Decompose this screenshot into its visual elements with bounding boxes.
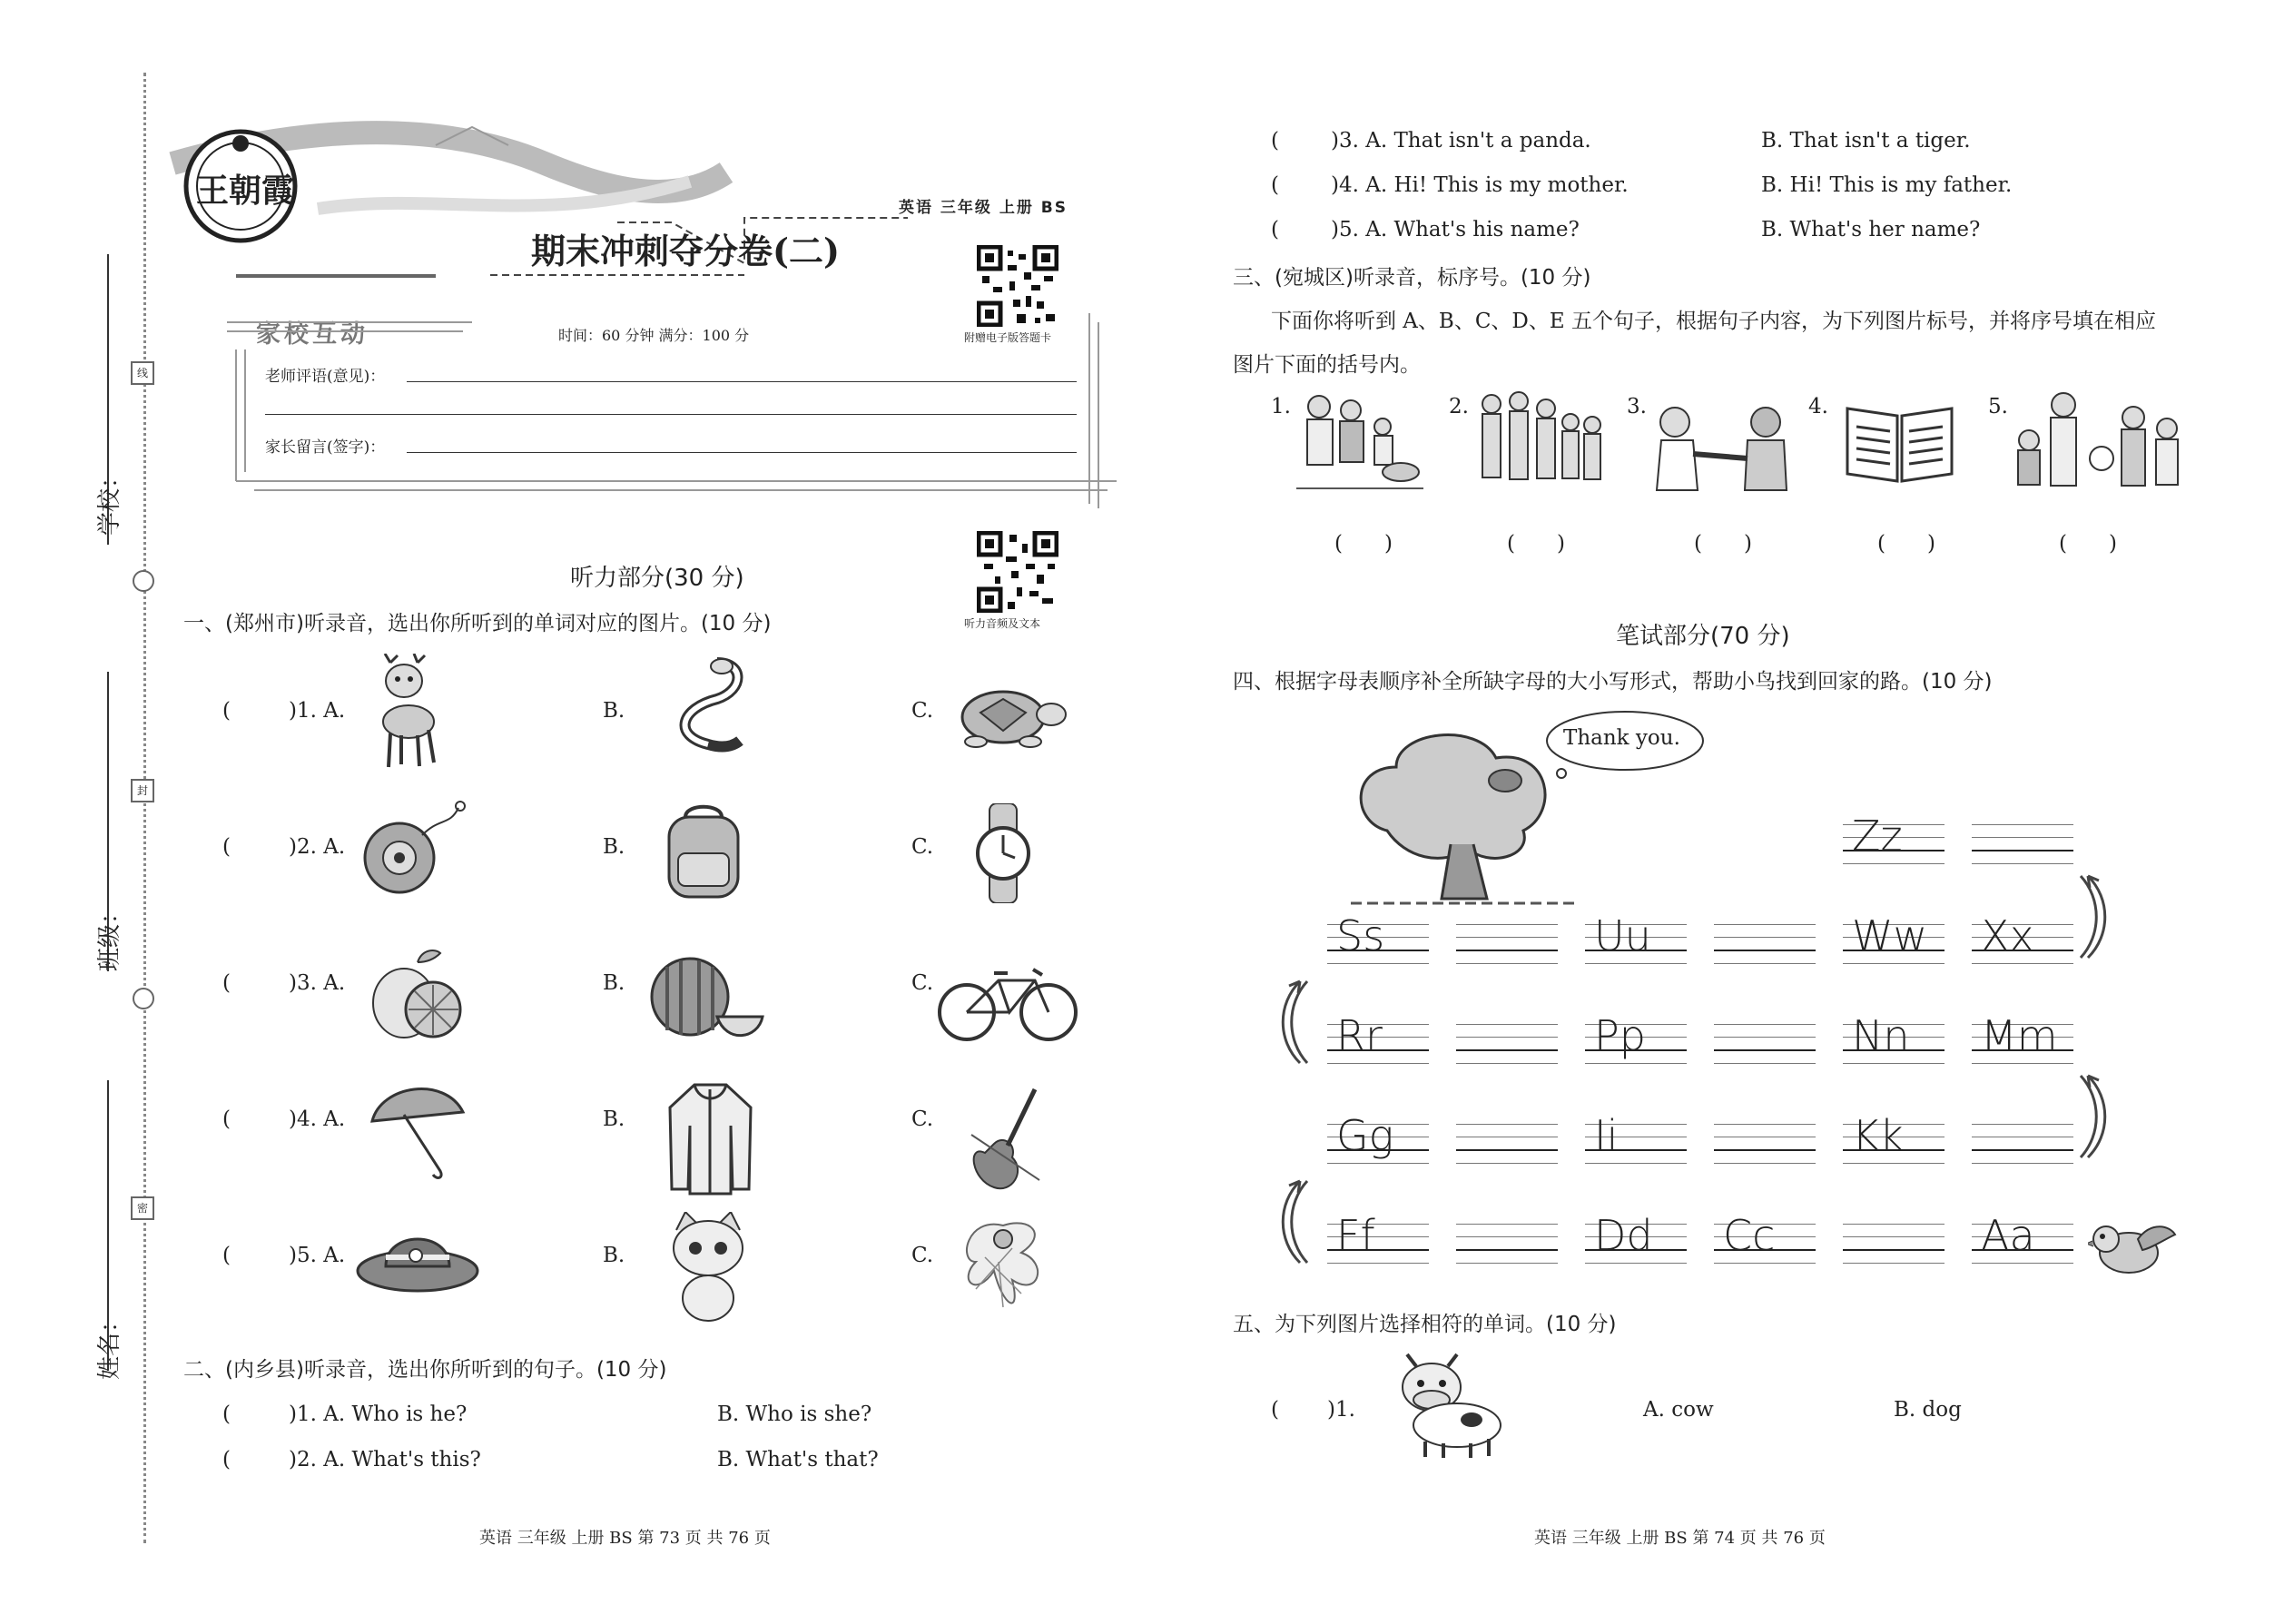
group-of-people-icon [1478, 390, 1605, 495]
school-label: 学校： [96, 464, 123, 536]
letter-pair: Dd [1594, 1211, 1653, 1260]
home-school-bar [236, 274, 436, 278]
section-3-title: 三、(宛城区)听录音，标序号。(10 分) [1233, 266, 1591, 290]
little-bird-icon [2088, 1212, 2179, 1284]
seal-char-line: 线 [131, 361, 154, 385]
q1-2-num: )2. A. [289, 835, 346, 859]
q1-2-c: C. [911, 835, 934, 859]
letter-pair: Pp [1594, 1011, 1646, 1060]
qr1-caption: 附赠电子版答题卡 [964, 331, 1052, 344]
letter-writing-lines[interactable] [1456, 1024, 1558, 1062]
section-3-desc-1: 下面你将听到 A、B、C、D、E 五个句子，根据句子内容，为下列图片标号，并将序号填在相应 [1271, 310, 2156, 333]
q1-4-num: )4. A. [289, 1107, 346, 1131]
letter-writing-lines[interactable] [1714, 924, 1816, 962]
cow-icon [1384, 1353, 1521, 1462]
handshake-icon [1652, 399, 1788, 495]
s2-q5-a: )5. A. What's his name? [1331, 218, 1580, 241]
violin-icon [967, 1080, 1044, 1198]
section-2-title: 二、(内乡县)听录音，选出你所听到的句子。(10 分) [183, 1358, 667, 1382]
q1-4-b: B. [603, 1107, 625, 1131]
letter-pair: Rr [1336, 1011, 1383, 1060]
bird-icon [949, 1207, 1058, 1325]
answer-paren-5[interactable]: ( [222, 1244, 231, 1267]
letter-pair: Mm [1981, 1011, 2058, 1060]
open-book-icon [1843, 399, 1956, 486]
s2-paren-5[interactable]: ( [1271, 218, 1279, 241]
s3-num-4: 4. [1808, 395, 1828, 418]
seal-char-seal: 封 [131, 779, 154, 802]
letter-pair: Xx [1981, 911, 2034, 960]
snake-icon [654, 654, 753, 763]
s2-q3-b: B. That isn't a tiger. [1761, 129, 1971, 153]
arrow-left-icon [1273, 977, 1309, 1068]
letter-pair: Ff [1336, 1211, 1375, 1260]
home-school-label: 家校互动 [256, 314, 369, 349]
letter-pair: Ss [1336, 911, 1385, 960]
name-label: 姓名： [96, 1308, 123, 1380]
letter-pair: Ii [1594, 1111, 1619, 1160]
writing-title: 笔试部分(70 分) [1616, 623, 1790, 650]
letter-writing-lines[interactable] [1714, 1124, 1816, 1162]
section-3-desc-2: 图片下面的括号内。 [1233, 353, 1421, 377]
q1-1-b: B. [603, 699, 625, 723]
letter-pair: Aa [1981, 1211, 2035, 1260]
qr2-caption: 听力音频及文本 [964, 617, 1041, 630]
s2-paren-4[interactable]: ( [1271, 173, 1279, 197]
s3-paren-3[interactable]: ( ) [1694, 532, 1752, 556]
lemon-icon [368, 944, 468, 1044]
s5-option-a: A. cow [1643, 1398, 1714, 1422]
family-with-dog-icon [1296, 390, 1423, 495]
s3-paren-1[interactable]: ( ) [1334, 532, 1393, 556]
q1-5-num: )5. A. [289, 1244, 346, 1267]
logo-text: 王朝霞 [196, 172, 295, 210]
watch-icon [962, 803, 1044, 903]
s2-q2-b: B. What's that? [717, 1448, 879, 1471]
q1-4-c: C. [911, 1107, 934, 1131]
q1-3-num: )3. A. [289, 971, 346, 995]
answer-paren-1[interactable]: ( [222, 699, 231, 723]
q1-3-b: B. [603, 971, 625, 995]
section-1-title: 一、(郑州市)听录音，选出你所听到的单词对应的图片。(10 分) [183, 612, 772, 635]
backpack-icon [658, 803, 749, 903]
letter-pair: Cc [1723, 1211, 1776, 1260]
s3-paren-4[interactable]: ( ) [1877, 532, 1935, 556]
speech-bubble-text: Thank you. [1563, 726, 1680, 750]
letter-pair: Ww [1852, 911, 1928, 960]
letter-writing-lines[interactable] [1456, 1124, 1558, 1162]
s2-q1-b: B. Who is she? [717, 1403, 872, 1426]
arrow-right-icon-2 [2079, 1071, 2115, 1162]
s5-option-b: B. dog [1894, 1398, 1962, 1422]
comment-frame-decoration [218, 295, 1126, 513]
class-label: 班级： [96, 900, 123, 971]
letter-pair: Uu [1594, 911, 1651, 960]
s3-paren-5[interactable]: ( ) [2059, 532, 2117, 556]
section-4-title: 四、根据字母表顺序补全所缺字母的大小写形式，帮助小鸟找到回家的路。(10 分) [1233, 670, 1993, 694]
letter-writing-lines[interactable] [1972, 824, 2073, 862]
cat-icon [663, 1212, 753, 1325]
answer-paren-3[interactable]: ( [222, 971, 231, 995]
qr-code-icon[interactable] [977, 245, 1058, 327]
answer-paren-2[interactable]: ( [222, 835, 231, 859]
parent-comment-label: 家长留言(签字)： [265, 438, 386, 457]
footer-right: 英语 三年级 上册 BS 第 74 页 共 76 页 [1534, 1529, 1826, 1548]
s2-paren-2[interactable]: ( [222, 1448, 231, 1471]
section-5-title: 五、为下列图片选择相符的单词。(10 分) [1233, 1313, 1617, 1336]
letter-pair: Gg [1336, 1111, 1394, 1160]
s3-paren-2[interactable]: ( ) [1507, 532, 1565, 556]
s3-num-1: 1. [1271, 395, 1291, 418]
s2-q4-b: B. Hi! This is my father. [1761, 173, 2013, 197]
q1-2-b: B. [603, 835, 625, 859]
s2-q2-a: )2. A. What's this? [289, 1448, 481, 1471]
arrow-left-icon-2 [1273, 1176, 1309, 1267]
family-with-ball-icon [2011, 390, 2188, 490]
s3-num-2: 2. [1449, 395, 1469, 418]
listening-title: 听力部分(30 分) [570, 565, 744, 592]
letter-writing-lines[interactable] [1972, 1124, 2073, 1162]
letter-pair: Kk [1852, 1111, 1904, 1160]
letter-writing-lines[interactable] [1456, 924, 1558, 962]
watermelon-icon [649, 953, 767, 1044]
s5-paren-1[interactable]: ( [1271, 1398, 1279, 1422]
time-info: 时间：60 分钟 满分：100 分 [558, 327, 750, 344]
letter-writing-lines[interactable] [1456, 1224, 1558, 1262]
yoyo-icon [359, 799, 477, 899]
page-title: 期末冲刺夺分卷(二) [531, 231, 840, 271]
binding-hole-2 [133, 988, 154, 1009]
letter-pair: Zz [1852, 812, 1903, 861]
turtle-icon [953, 676, 1071, 753]
seal-char-secret: 密 [131, 1196, 154, 1220]
s2-q1-a: )1. A. Who is he? [289, 1403, 468, 1426]
q1-3-c: C. [911, 971, 934, 995]
jacket-icon [667, 1080, 753, 1198]
subject-tag: 英语 三年级 上册 BS [899, 199, 1068, 217]
qr-code-audio-icon[interactable] [977, 531, 1058, 613]
binding-dotted-line [143, 73, 146, 1543]
s5-q1-num: )1. [1327, 1398, 1355, 1422]
binding-hole-1 [133, 570, 154, 592]
q1-5-c: C. [911, 1244, 934, 1267]
answer-paren-4[interactable]: ( [222, 1107, 231, 1131]
s3-num-5: 5. [1988, 395, 2008, 418]
s2-paren-1[interactable]: ( [222, 1403, 231, 1426]
q1-5-b: B. [603, 1244, 625, 1267]
footer-left: 英语 三年级 上册 BS 第 73 页 共 76 页 [479, 1529, 771, 1548]
arrow-right-icon [2079, 871, 2115, 962]
umbrella-icon [368, 1080, 468, 1180]
hat-icon [354, 1221, 481, 1294]
s2-q4-a: )4. A. Hi! This is my mother. [1331, 173, 1629, 197]
bicycle-icon [935, 953, 1080, 1044]
s2-q5-b: B. What's her name? [1761, 218, 1981, 241]
s3-num-3: 3. [1627, 395, 1647, 418]
q1-1-c: C. [911, 699, 934, 723]
letter-writing-lines[interactable] [1843, 1224, 1944, 1262]
q1-1-num: )1. A. [289, 699, 346, 723]
letter-pair: Nn [1852, 1011, 1910, 1060]
s2-paren-3[interactable]: ( [1271, 129, 1279, 153]
deer-icon [363, 654, 445, 772]
s2-q3-a: )3. A. That isn't a panda. [1331, 129, 1591, 153]
letter-writing-lines[interactable] [1714, 1024, 1816, 1062]
teacher-comment-label: 老师评语(意见)： [265, 368, 386, 386]
